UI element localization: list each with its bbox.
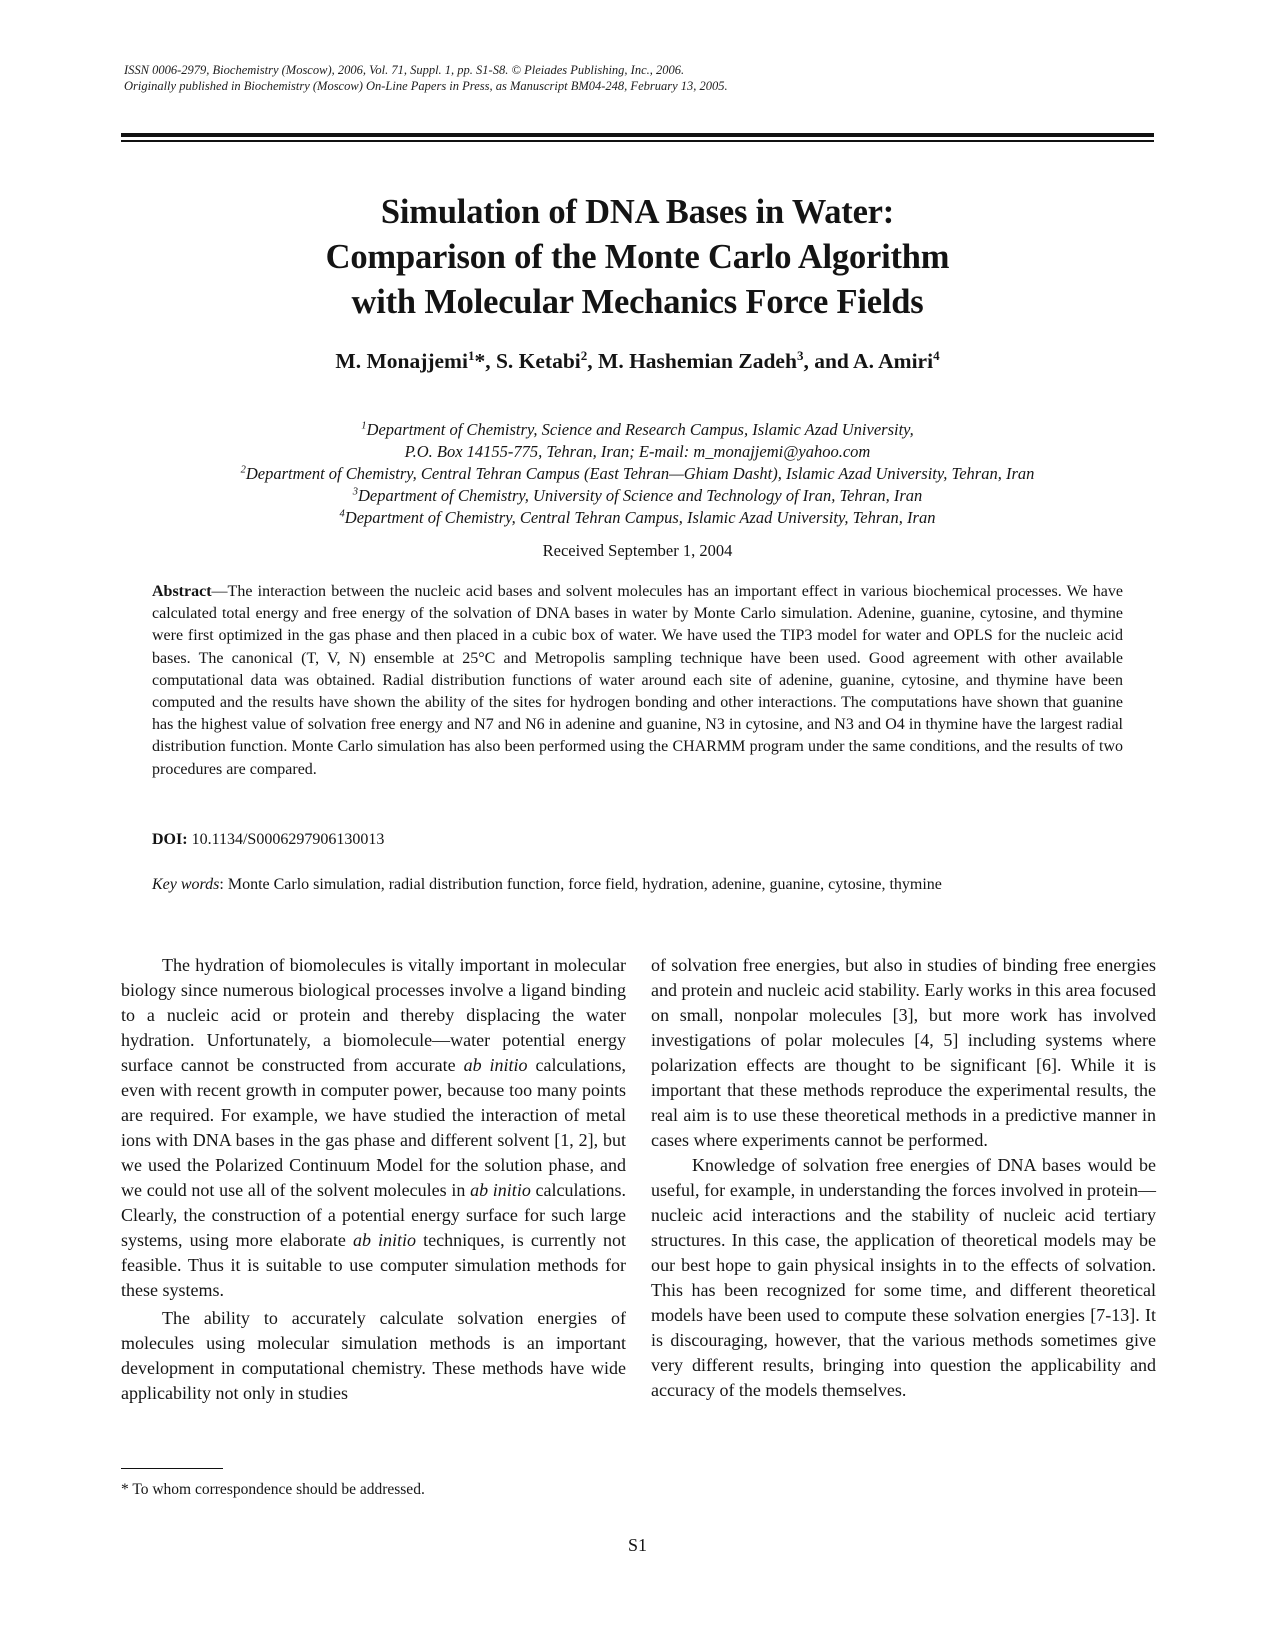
received-date: Received September 1, 2004 xyxy=(542,541,733,560)
title-line-1: Simulation of DNA Bases in Water: xyxy=(380,193,895,231)
keywords-text: : Monte Carlo simulation, radial distribution function, force field, hydration, adenine, guanine, cytosine, thymine xyxy=(219,876,942,893)
affiliation-1: $^1$Department of Chemistry, Science and Research Campus, Islamic Azad University, xyxy=(361,420,914,439)
journal-header-line-1: ISSN 0006-2979, Biochemistry (Moscow), 2006, Vol. 71, Suppl. 1, pp. S1-S8. © Pleiades Publishing, Inc., 2006. xyxy=(124,63,685,77)
keywords-label: Key words xyxy=(152,876,220,893)
affiliation-4: $^4$Department of Chemistry, Central Tehran Campus, Islamic Azad University, Tehran, Iran xyxy=(339,508,936,527)
author: A. Amiri$^4$ xyxy=(853,347,940,373)
abstract-text: —The interaction between the nucleic acid bases and solvent molecules has an important effect in various biochemical processes. We have calculated total energy and free energy of the solvation of DNA bases in water by Monte Carlo simulation. Adenine, guanine, cytosine, and thymine were first optimized in the gas phase and then placed in a cubic box of water. We have used the TIP3 model for water and OPLS for the nucleic acid bases. The canonical (T, V, N) ensemble at 25°C and Metropolis sampling technique have been used. Good agreement with other available computational data was obtained. Radial distribution functions of water around each site of adenine, guanine, cytosine, and thymine have been computed and the results have shown the ability of the sites for hydrogen bonding and other interactions. The computations have shown that guanine has the highest value of solvation free energy and N7 and N6 in adenine and guanine, N3 in cytosine, and N3 and O4 in thymine have the largest radial distribution function. Monte Carlo simulation has also been performed using the CHARMM program under the same conditions, and the results of two procedures are compared. xyxy=(152,583,1123,778)
footnote: * To whom correspondence should be addressed. xyxy=(121,1481,425,1498)
header-rule-thin xyxy=(121,140,1154,142)
affiliation-2: $^2$Department of Chemistry, Central Tehran Campus (East Tehran—Ghiam Dasht), Islamic Azad University, Tehran, Iran xyxy=(240,464,1035,483)
journal-header-line-2: Originally published in Biochemistry (Moscow) On-Line Papers in Press, as Manuscript BM04-248, February 13, 2005. xyxy=(124,79,728,93)
footnote-rule xyxy=(121,1468,223,1469)
paper-title xyxy=(121,190,1154,325)
abstract-label: Abstract xyxy=(152,583,212,600)
title-line-3: with Molecular Mechanics Force Fields xyxy=(351,283,924,321)
affiliation-1-address: P.O. Box 14155-775, Tehran, Iran; E-mail: m_monajjemi@yahoo.com xyxy=(404,442,871,461)
body-paragraph: of solvation free energies, but also in studies of binding free energies and protein and nucleic acid stability. Early works in this area focused on small, nonpolar molecules [3], but more work has involved investigations of polar molecules [4, 5] including systems where polarization effects are thought to be significant [6]. While it is important that these methods reproduce the experimental results, the real aim is to use these theoretical methods in a predictive manner in cases where experiments cannot be performed. xyxy=(651,955,1156,1150)
body-paragraph: The hydration of biomolecules is vitally important in molecular biology since numerous biological processes involve a ligand binding to a nucleic acid or protein and thereby displacing the water hydration. Unfortunately, a biomolecule—water potential energy surface cannot be constructed from accurate ab initio calculations, even with recent growth in computer power, because too many points are required. For example, we have studied the interaction of metal ions with DNA bases in the gas phase and different solvent [1, 2], but we used the Polarized Continuum Model for the solution phase, and we could not use all of the solvent molecules in ab initio calculations. Clearly, the construction of a potential energy surface for such large systems, using more elaborate ab initio techniques, is currently not feasible. Thus it is suitable to use computer simulation methods for these systems. xyxy=(121,955,627,1300)
doi xyxy=(152,829,384,851)
author: S. Ketabi$^2$, xyxy=(495,347,599,373)
body-column-left xyxy=(121,953,626,1406)
keywords xyxy=(152,874,1142,896)
abstract xyxy=(152,581,1123,781)
body-paragraph: The ability to accurately calculate solvation energies of molecules using molecular simulation methods is an important development in computational chemistry. These methods have wide applicability not only in studies xyxy=(121,1308,626,1403)
doi-value[interactable]: 10.1134/S0006297906130013 xyxy=(187,831,385,848)
author-list xyxy=(121,347,1154,375)
page-number: S1 xyxy=(627,1535,647,1555)
author: M. Hashemian Zadeh$^3$, and xyxy=(598,347,854,373)
title-line-2: Comparison of the Monte Carlo Algorithm xyxy=(325,238,950,276)
author: M. Monajjemi$^1$*, xyxy=(335,347,496,373)
header-rule-thick xyxy=(121,133,1154,137)
body-column-right xyxy=(651,953,1156,1403)
doi-label: DOI: xyxy=(152,831,188,848)
affiliations xyxy=(121,419,1154,529)
affiliation-3: $^3$Department of Chemistry, University of Science and Technology of Iran, Tehran, Iran xyxy=(352,486,923,505)
journal-header xyxy=(124,62,1164,94)
body-paragraph: Knowledge of solvation free energies of DNA bases would be useful, for example, in understanding the forces involved in protein—nucleic acid interactions and the stability of nucleic acid tertiary structures. In this case, the application of theoretical models may be our best hope to gain physical insights in to the effects of solvation. This has been recognized for some time, and different theoretical models have been used to compute these solvation energies [7-13]. It is discouraging, however, that the various methods sometimes give very different results, bringing into question the applicability and accuracy of the models themselves. xyxy=(651,1155,1156,1400)
